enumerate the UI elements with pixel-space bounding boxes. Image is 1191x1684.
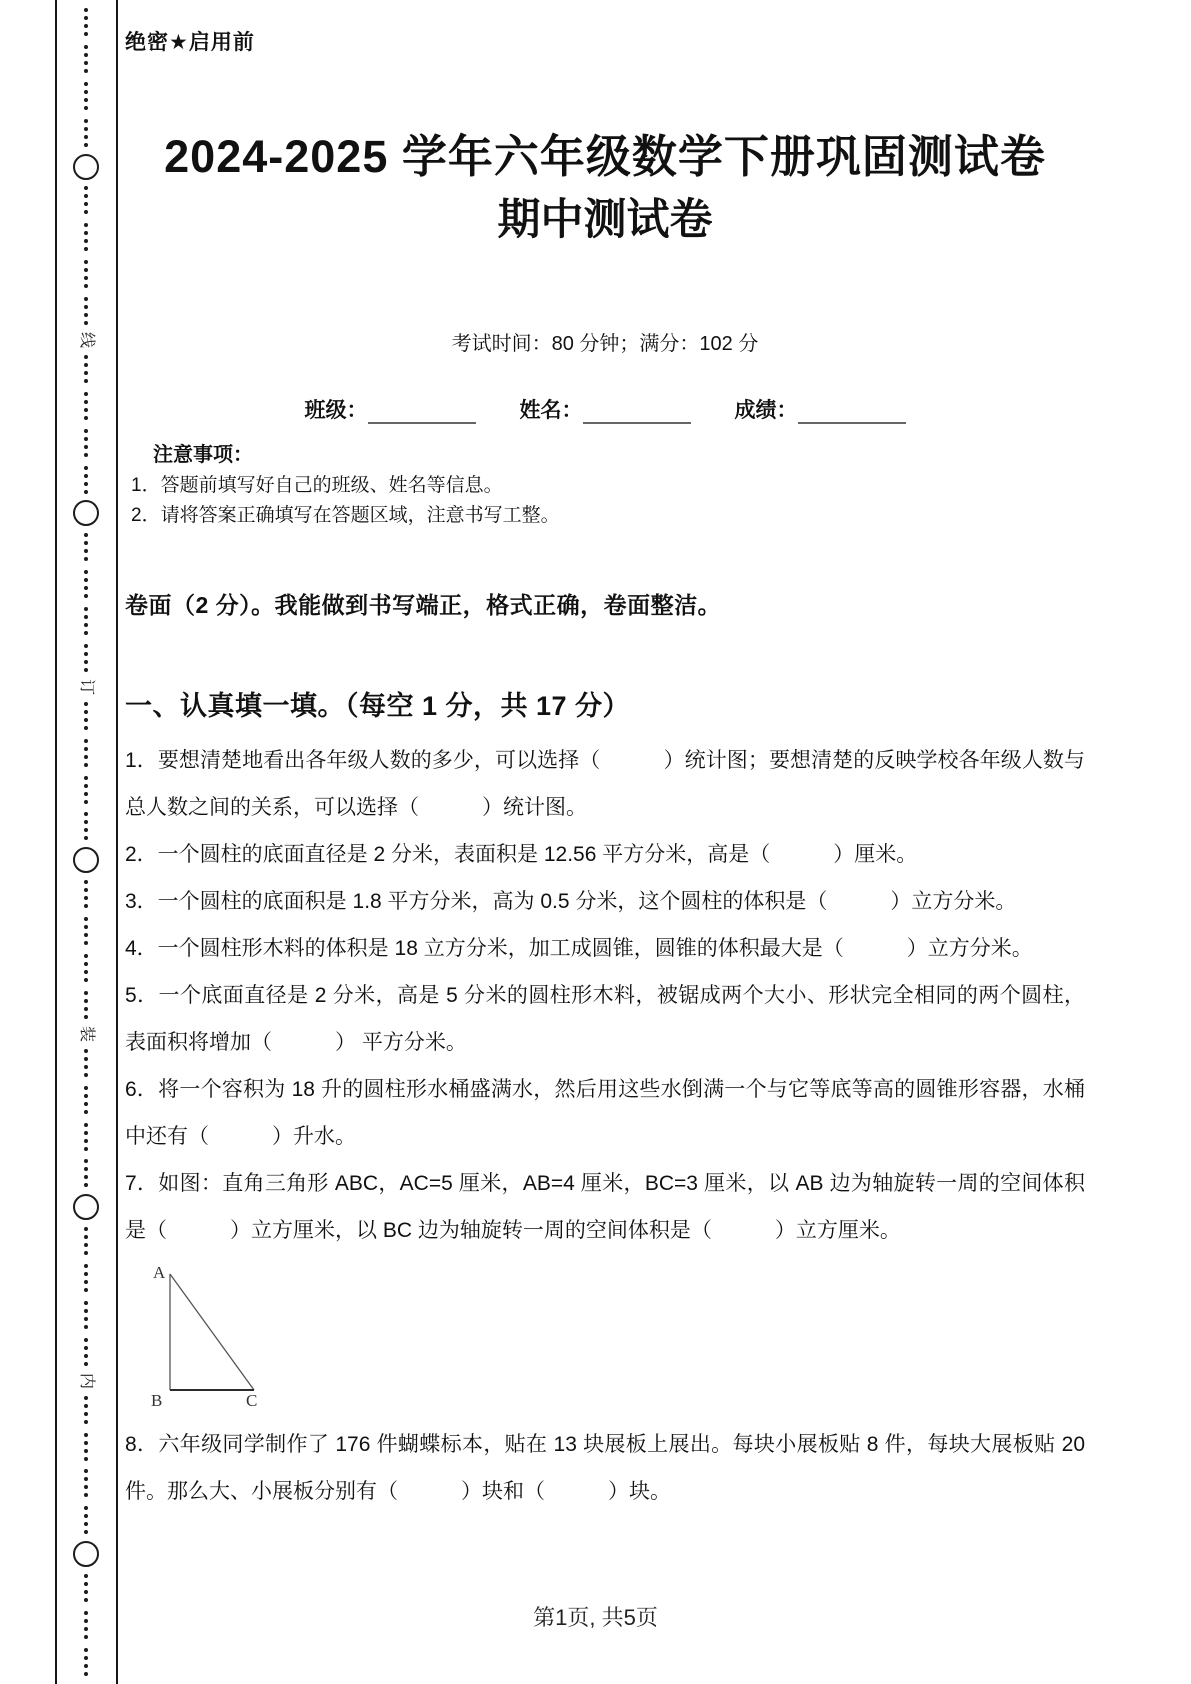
score-field-blank bbox=[798, 400, 906, 424]
binding-line-left bbox=[55, 0, 57, 1684]
page-footer: 第1页, 共5页 bbox=[533, 1605, 658, 1630]
dots-group bbox=[84, 1572, 88, 1604]
dots-group bbox=[84, 952, 88, 984]
dots-group bbox=[84, 464, 88, 496]
binding-line-right bbox=[116, 0, 118, 1684]
dots-group bbox=[84, 878, 88, 910]
class-field-blank bbox=[368, 400, 476, 424]
notice-item: 2．请将答案正确填写在答题区域，注意书写工整。 bbox=[131, 504, 560, 526]
dots-group bbox=[84, 915, 88, 947]
right-triangle-diagram bbox=[137, 1258, 307, 1410]
question-item: 4．一个圆柱形木料的体积是 18 立方分米，加工成圆锥，圆锥的体积最大是（ ）立方分米。 bbox=[125, 936, 1033, 960]
binding-char: 订 bbox=[77, 678, 95, 695]
dots-group bbox=[84, 989, 88, 1021]
dots-group bbox=[84, 1225, 88, 1257]
dots-group bbox=[84, 258, 88, 290]
section-one-heading: 一、认真填一填。（每空 1 分，共 17 分） bbox=[125, 690, 631, 721]
class-field-label: 班级： bbox=[304, 398, 368, 422]
name-field bbox=[520, 394, 691, 424]
score-field bbox=[735, 394, 906, 424]
dots-group bbox=[84, 117, 88, 149]
exam-info: 考试时间：80 分钟；满分：102 分 bbox=[451, 332, 759, 355]
dots-group bbox=[84, 642, 88, 674]
dots-group bbox=[84, 568, 88, 600]
dots-group bbox=[84, 1157, 88, 1189]
question-item: 8．六年级同学制作了 176 件蝴蝶标本，贴在 13 块展板上展出。每块小展板贴 8 件，每块大展板贴 20 件。那么大、小展板分别有（ ）块和（ ）块。 bbox=[125, 1432, 1085, 1503]
dots-group bbox=[84, 1467, 88, 1499]
binding-char: 内 bbox=[77, 1372, 95, 1389]
question-item: 1．要想清楚地看出各年级人数的多少，可以选择（ ）统计图；要想清楚的反映学校各年级人数与总人数之间的关系，可以选择（ ）统计图。 bbox=[125, 748, 1085, 819]
secret-label: 绝密★启用前 bbox=[125, 31, 255, 54]
question-list bbox=[125, 737, 1085, 1254]
dots-group bbox=[84, 1394, 88, 1426]
exam-subtitle: 期中测试卷 bbox=[497, 196, 713, 244]
dots-group bbox=[84, 221, 88, 253]
dots-group bbox=[84, 43, 88, 75]
name-field-label: 姓名： bbox=[519, 398, 583, 422]
dots-group bbox=[84, 1646, 88, 1678]
name-field-blank bbox=[583, 400, 691, 424]
notice-items bbox=[131, 471, 1085, 531]
question-item: 3．一个圆柱的底面积是 1.8 平方分米，高为 0.5 分米，这个圆柱的体积是（ ）立方分米。 bbox=[125, 889, 1017, 913]
dots-group bbox=[84, 700, 88, 732]
binding-strip bbox=[58, 6, 114, 1678]
dots-group bbox=[84, 1262, 88, 1294]
neatness-statement: 卷面（2 分）。我能做到书写端正，格式正确，卷面整洁。 bbox=[125, 591, 722, 618]
student-info-row bbox=[125, 394, 1085, 424]
question-item: 7．如图：直角三角形 ABC，AC=5 厘米，AB=4 厘米，BC=3 厘米，以 AB 边为轴旋转一周的空间体积是（ ）立方厘米，以 BC 边为轴旋转一周的空间体积是（ ）立方厘米。 bbox=[125, 1171, 1085, 1242]
dots-group bbox=[84, 295, 88, 327]
dots-group bbox=[84, 605, 88, 637]
dots-group bbox=[84, 353, 88, 385]
dots-group bbox=[84, 1299, 88, 1331]
score-field-label: 成绩： bbox=[734, 398, 798, 422]
binding-circle bbox=[73, 847, 99, 873]
dots-group bbox=[84, 1121, 88, 1153]
notice-title: 注意事项： bbox=[153, 443, 253, 466]
exam-title: 2024-2025 学年六年级数学下册巩固测试卷 bbox=[164, 131, 1046, 182]
dots-group bbox=[84, 1504, 88, 1536]
dots-group bbox=[84, 80, 88, 112]
question-item: 6．将一个容积为 18 升的圆柱形水桶盛满水，然后用这些水倒满一个与它等底等高的圆锥形容器，水桶中还有（ ）升水。 bbox=[125, 1077, 1085, 1148]
dots-group bbox=[84, 390, 88, 422]
dots-group bbox=[84, 1047, 88, 1079]
binding-char: 线 bbox=[77, 332, 95, 349]
dots-group bbox=[84, 1431, 88, 1463]
vertex-c-label: C bbox=[246, 1390, 258, 1410]
dots-group bbox=[84, 1336, 88, 1368]
paper-content bbox=[125, 0, 1085, 1515]
binding-char: 装 bbox=[77, 1025, 95, 1042]
dots-group bbox=[84, 6, 88, 38]
question-item: 5．一个底面直径是 2 分米，高是 5 分米的圆柱形木料，被锯成两个大小、形状完全相同的两个圆柱，表面积将增加（ ） 平方分米。 bbox=[125, 983, 1085, 1054]
binding-circle bbox=[73, 1194, 99, 1220]
class-field bbox=[305, 394, 476, 424]
binding-circle bbox=[73, 154, 99, 180]
vertex-b-label: B bbox=[151, 1390, 163, 1410]
binding-circle bbox=[73, 1541, 99, 1567]
binding-circle bbox=[73, 500, 99, 526]
dots-group bbox=[84, 531, 88, 563]
notice-item: 1．答题前填写好自己的班级、姓名等信息。 bbox=[131, 474, 503, 496]
dots-group bbox=[84, 184, 88, 216]
question-item: 2．一个圆柱的底面直径是 2 分米，表面积是 12.56 平方分米，高是（ ）厘米。 bbox=[125, 842, 918, 866]
dots-group bbox=[84, 1084, 88, 1116]
vertex-a-label: A bbox=[153, 1262, 166, 1282]
dots-group bbox=[84, 810, 88, 842]
question-8-wrap bbox=[125, 1421, 1085, 1515]
dots-group bbox=[84, 774, 88, 806]
dots-group bbox=[84, 737, 88, 769]
dots-group bbox=[84, 427, 88, 459]
triangle-figure bbox=[137, 1258, 1085, 1415]
